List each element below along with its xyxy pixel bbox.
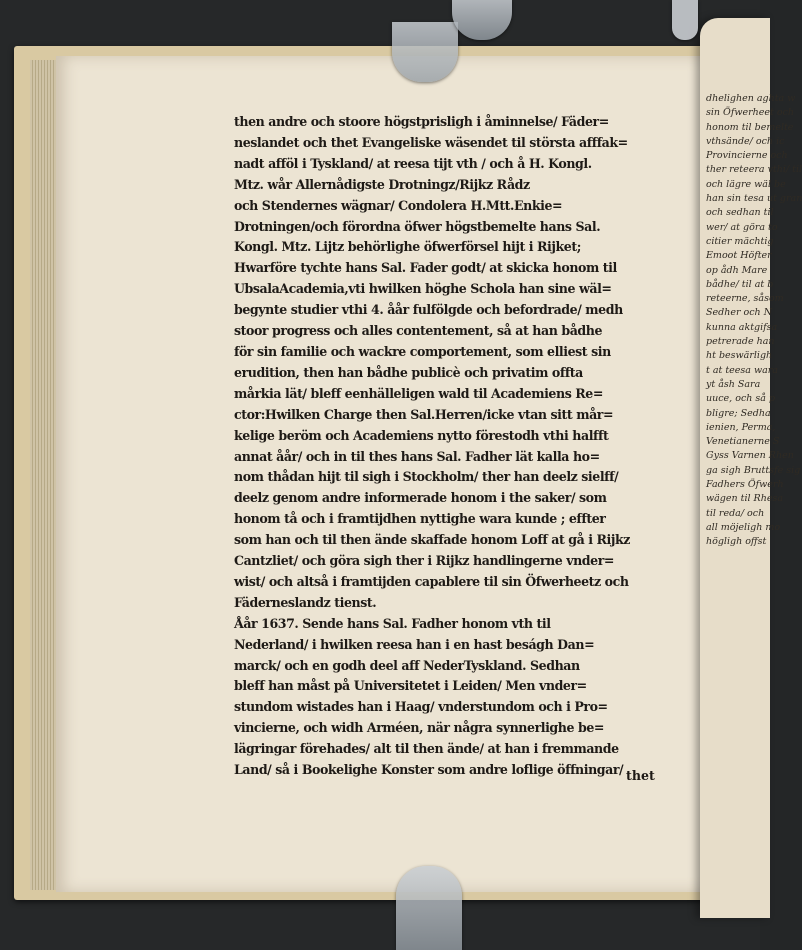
facing-text-line: ther reteera vthi/ til xyxy=(706,164,802,176)
facing-page xyxy=(700,18,802,918)
page-clip-bottom xyxy=(396,866,462,950)
facing-text-line: op ådh Mare xyxy=(706,264,768,276)
page-text-block xyxy=(234,112,658,781)
text-line: Fäderneslandz tienst. xyxy=(234,594,377,610)
text-line: för sin familie och wackre comportement, som elliest sin xyxy=(234,343,611,359)
facing-text-line: bådhe/ til at b xyxy=(706,278,774,290)
text-line: annat åår/ och in til thes hans Sal. Fadher lät kalla ho= xyxy=(234,448,600,464)
facing-text-line: sin Öfwerheet och xyxy=(706,107,795,119)
text-line: och Stendernes wägnar/ Condolera H.Mtt.Enkie= xyxy=(234,197,563,213)
facing-text-line: ht beswärligh xyxy=(706,350,773,362)
facing-text-line: Sedher och N xyxy=(706,307,773,319)
facing-text-line: bligre; Sedha xyxy=(706,407,771,419)
facing-text-line: Fadhers Öfwerh xyxy=(706,479,784,491)
text-line: kelige beröm och Academiens nytto förestodh vthi halfft xyxy=(234,427,609,443)
text-line: deelz genom andre informerade honom i the saker/ som xyxy=(234,490,607,506)
catchword: thet xyxy=(626,768,655,783)
text-line: som han och til then ände skaffade honom Loff at gå i Rijkz xyxy=(234,532,630,548)
text-line: Hwarföre tychte hans Sal. Fader godt/ at skicka honom til xyxy=(234,260,617,276)
text-line: Cantzliet/ och göra sigh ther i Rijkz handlingerne vnder= xyxy=(234,553,614,569)
text-line: mårkia lät/ bleff eenhälleligen wald til Academiens Re= xyxy=(234,385,603,401)
facing-text-line: Gyss Varnen Rhen xyxy=(706,450,794,462)
text-line: ctor:Hwilken Charge then Sal.Herren/icke vtan sitt mår= xyxy=(234,406,614,422)
facing-text-line: han sin tesa ut gran xyxy=(706,193,802,205)
facing-text-line: til reda/ och xyxy=(706,507,765,519)
text-line: begynte studier vthi 4. åår fulfölgde och befordrade/ medh xyxy=(234,302,623,318)
text-line: Drotningen/och förordna öfwer högstbemelte hans Sal. xyxy=(234,218,601,234)
facing-text-line: wägen til Rhesa xyxy=(706,493,783,505)
facing-text-line: t at teesa wara xyxy=(706,364,778,376)
text-line: neslandet och thet Evangeliske wäsendet til största afffak= xyxy=(234,134,628,150)
facing-text-line: wer/ at göra to xyxy=(706,221,778,233)
facing-text-line: Provincierne och xyxy=(706,150,788,162)
text-line: UbsalaAcademia,vti hwilken höghe Schola han sine wäl= xyxy=(234,281,612,297)
facing-text-line: Emoot Höfter xyxy=(706,250,772,262)
facing-text-line: och lägre wäl be xyxy=(706,178,786,190)
facing-text-line: vthsände/ och ic xyxy=(706,135,785,147)
facing-text-line: all möjeligh mo xyxy=(706,521,781,533)
text-line: vincierne, och widh Arméen, när några synnerlighe be= xyxy=(234,720,605,736)
text-line: Nederland/ i hwilken reesa han i en hast beságh Dan= xyxy=(234,636,595,652)
facing-text-line: ienien, Perma, xyxy=(706,421,776,433)
text-line: then andre och stoore högstprisligh i åminnelse/ Fäder= xyxy=(234,114,609,129)
facing-text-line: och sedhan til xyxy=(706,207,774,219)
text-line: Mtz. wår Allernådigste Drotningz/Rijkz Rådz xyxy=(234,176,530,192)
page-clip-side xyxy=(672,0,698,40)
text-line: Åår 1637. Sende hans Sal. Fadher honom vth til xyxy=(234,615,551,631)
text-line: stundom wistades han i Haag/ vnderstundom och i Pro= xyxy=(234,699,608,715)
text-line: lägringar förehades/ alt til then ände/ at han i fremmande xyxy=(234,741,619,757)
text-line: stoor progress och alles contentement, så at han bådhe xyxy=(234,323,603,339)
text-line: Land/ så i Bookelighe Konster som andre loflige öffningar/ xyxy=(234,762,624,778)
text-line: nadt afföl i Tyskland/ at reesa tijt vth / och å H. Kongl. xyxy=(234,155,592,171)
facing-text-line: högligh offst xyxy=(706,536,767,548)
text-line: bleff han måst på Universitetet i Leiden/ Men vnder= xyxy=(234,678,587,694)
facing-text-line: honom til bemelte xyxy=(706,121,794,133)
text-line: wist/ och altså i framtijden capablere til sin Öfwerheetz och xyxy=(234,573,629,589)
facing-text-line: uuce, och så p xyxy=(706,393,776,405)
facing-text-line: ga sigh Bruttsfe sig xyxy=(706,464,801,476)
facing-text-line: dhelighen aghta w xyxy=(706,93,796,104)
facing-text-line: citier mächtig xyxy=(706,235,774,247)
text-line: Kongl. Mtz. Lijtz behörlighe öfwerförsel hijt i Rijket; xyxy=(234,239,581,255)
text-line: honom tå och i framtijdhen nyttighe wara kunde ; effter xyxy=(234,511,606,527)
facing-page-text xyxy=(700,92,802,550)
facing-text-line: petrerade han xyxy=(706,336,775,348)
text-line: erudition, then han bådhe publicè och privatim offta xyxy=(234,364,583,380)
facing-text-line: reteerne, såsom xyxy=(706,293,784,305)
page-clip-top xyxy=(392,22,458,82)
text-line: marck/ och en godh deel aff NederTyskland. Sedhan xyxy=(234,657,580,673)
text-line: nom thådan hijt til sigh i Stockholm/ ther han deelz sielff/ xyxy=(234,469,619,485)
facing-text-line: Venetianerne S xyxy=(706,436,780,448)
facing-text-line: yt åsh Sara xyxy=(706,378,761,390)
facing-text-line: kunna aktgifsa xyxy=(706,321,778,333)
